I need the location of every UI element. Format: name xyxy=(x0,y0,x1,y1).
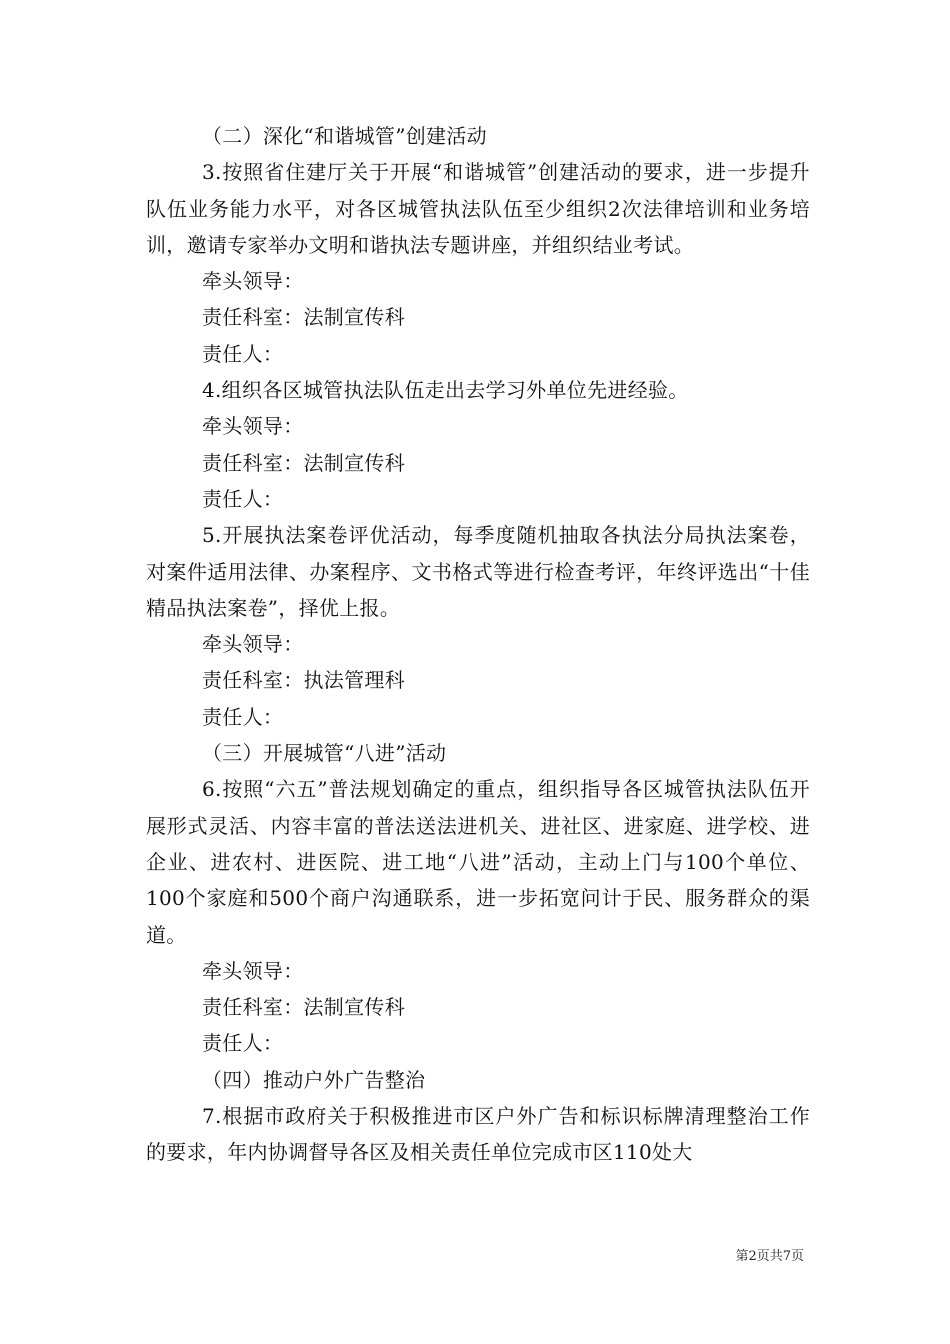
responsible-dept-line: 责任科室：法制宣传科 xyxy=(202,995,405,1020)
paragraph: 3.按照省住建厅关于开展“和谐城管”创建活动的要求，进一步提升队伍业务能力水平，对各区城管执法队伍至少组织2次法律培训和业务培训，邀请专家举办文明和谐执法专题讲座，并组织结业考试。 xyxy=(146,160,810,257)
paragraph: 4.组织各区城管执法队伍走出去学习外单位先进经验。 xyxy=(202,378,689,403)
lead-leader-line: 牵头领导： xyxy=(202,632,304,657)
document-body xyxy=(146,118,810,1171)
responsible-person-line: 责任人： xyxy=(202,486,284,511)
page-number-footer: 第2页共7页 xyxy=(735,1249,804,1264)
responsible-dept-line: 责任科室：法制宣传科 xyxy=(202,305,405,330)
responsible-person-line: 责任人： xyxy=(202,1031,284,1056)
responsible-person-line: 责任人： xyxy=(202,704,284,729)
lead-leader-line: 牵头领导： xyxy=(202,958,304,983)
lead-leader-line: 牵头领导： xyxy=(202,269,304,294)
section-heading: （三）开展城管“八进”活动 xyxy=(202,741,447,766)
paragraph: 6.按照“六五”普法规划确定的重点，组织指导各区城管执法队伍开展形式灵活、内容丰富的普法送法进机关、进社区、进家庭、进学校、进企业、进农村、进医院、进工地“八进”活动，主动上门与100个单位、100个家庭和500个商户沟通联系，进一步拓宽问计于民、服务群众的渠道。 xyxy=(146,777,810,947)
section-heading: （四）推动户外广告整治 xyxy=(202,1067,426,1092)
responsible-person-line: 责任人： xyxy=(202,341,284,366)
responsible-dept-line: 责任科室：法制宣传科 xyxy=(202,450,405,475)
paragraph: 7.根据市政府关于积极推进市区户外广告和标识标牌清理整治工作的要求，年内协调督导各区及相关责任单位完成市区110处大 xyxy=(146,1104,810,1165)
lead-leader-line: 牵头领导： xyxy=(202,414,304,439)
section-heading: （二）深化“和谐城管”创建活动 xyxy=(202,124,487,148)
responsible-dept-line: 责任科室：执法管理科 xyxy=(202,668,405,693)
paragraph: 5.开展执法案卷评优活动，每季度随机抽取各执法分局执法案卷，对案件适用法律、办案程序、文书格式等进行检查考评，年终评选出“十佳精品执法案卷”，择优上报。 xyxy=(146,523,810,620)
